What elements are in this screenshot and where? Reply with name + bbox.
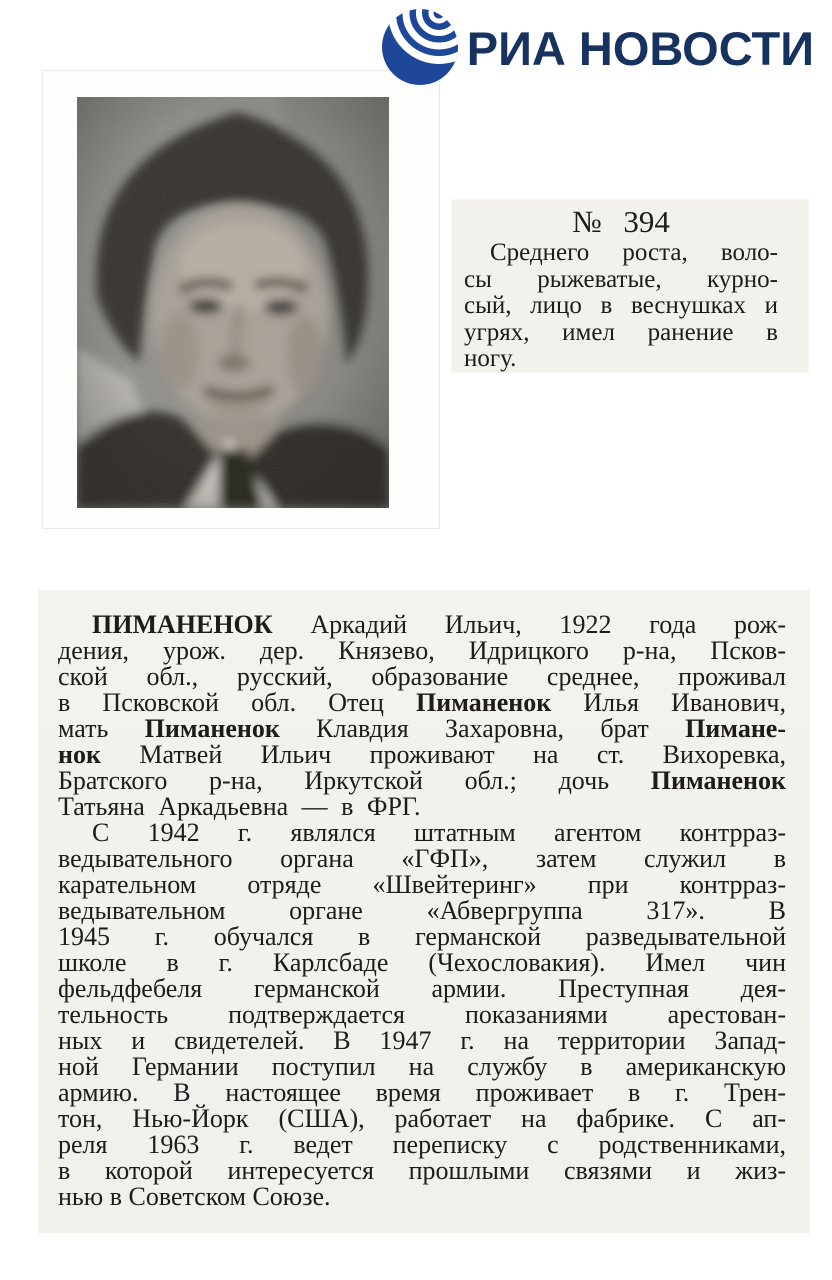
- dossier-line: школе в г. Карлсбаде (Чехословакия). Имел чин: [58, 948, 786, 977]
- dossier-line: тельность подтверждается показаниями арестован-: [58, 1000, 786, 1029]
- portrait-photo: [77, 97, 389, 508]
- ria-logo-text: РИА НОВОСТИ: [466, 22, 814, 75]
- dossier-line: в которой интересуется прошлыми связями и жиз-: [58, 1156, 786, 1185]
- dossier-line: ной Германии поступил на службу в американскую: [58, 1052, 786, 1081]
- id-card-line: Среднего роста, воло-: [490, 239, 778, 266]
- portrait-photo-image: [77, 97, 389, 508]
- dossier-line: реля 1963 г. ведет переписку с родственниками,: [58, 1130, 786, 1159]
- ria-novosti-logo: [382, 11, 814, 87]
- id-card-line: ногу.: [464, 345, 517, 372]
- dossier-line: армию. В настоящее время проживает в г. Трен-: [58, 1078, 786, 1107]
- id-card-line: сы рыжеватые, курно-: [464, 265, 778, 293]
- dossier-text: [58, 612, 786, 1210]
- dossier-block: [38, 590, 810, 1233]
- dossier-line: ведывательного органа «ГФП», затем служил в: [58, 844, 786, 873]
- dossier-line: нью в Советском Союзе.: [58, 1182, 331, 1211]
- id-card-text: [464, 240, 778, 372]
- dossier-line: Татьяна Аркадьевна — в ФРГ.: [58, 792, 421, 821]
- dossier-line: ведывательном органе «Абвергруппа 317». В: [58, 896, 786, 925]
- id-card: [452, 200, 808, 372]
- dossier-line: Братского р-на, Иркутской обл.; дочь Пиманенок: [58, 766, 786, 795]
- dossier-line: ных и свидетелей. В 1947 г. на территории Запад-: [58, 1026, 786, 1055]
- dossier-line: нок Матвей Ильич проживают на ст. Вихоревка,: [58, 740, 786, 769]
- dossier-line: ПИМАНЕНОК Аркадий Ильич, 1922 года рож-: [92, 610, 786, 639]
- dossier-line: ской обл., русский, образование среднее, проживал: [58, 662, 786, 691]
- dossier-line: 1945 г. обучался в германской разведывательной: [58, 922, 786, 951]
- dossier-line: дения, урож. дер. Князево, Идрицкого р-на, Псков-: [58, 636, 786, 665]
- dossier-line: тон, Нью-Йорк (США), работает на фабрике. С ап-: [58, 1104, 786, 1133]
- dossier-line: в Псковской обл. Отец Пиманенок Илья Иванович,: [58, 688, 786, 717]
- dossier-line: фельдфебеля германской армии. Преступная дея-: [58, 974, 786, 1003]
- dossier-line: С 1942 г. являлся штатным агентом контрраз-: [92, 818, 786, 847]
- dossier-line: карательном отряде «Швейтеринг» при контрраз-: [58, 870, 786, 899]
- id-card-line: сый, лицо в веснушках и: [464, 292, 778, 319]
- dossier-line: мать Пиманенок Клавдия Захаровна, брат Пимане-: [58, 714, 786, 743]
- ria-globe-icon: [382, 9, 458, 90]
- id-card-line: угрях, имел ранение в: [464, 318, 778, 346]
- photo-card: [42, 70, 440, 529]
- id-card-number: № 394: [572, 204, 670, 239]
